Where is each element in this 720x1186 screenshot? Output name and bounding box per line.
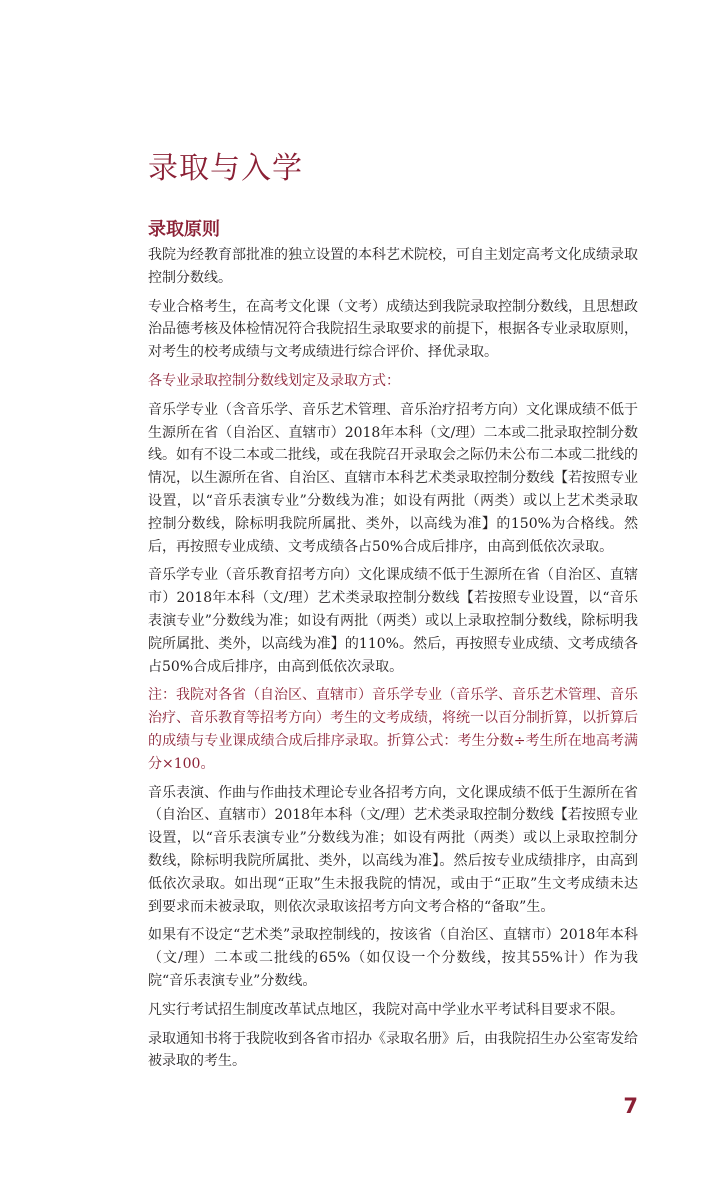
paragraph-no-art-line: 如果有不设定“艺术类”录取控制线的，按该省（自治区、直辖市）2018年本科（文/理）二本或二批线的65%（如仅设一个分数线，按其55%计）作为我院“音乐表演专业”分数线。	[148, 927, 638, 989]
paragraph-performance-composition: 音乐表演、作曲与作曲技术理论专业各招考方向，文化课成绩不低于生源所在省（自治区、直辖市）2018年本科（文/理）艺术类录取控制分数线【若按照专业设置，以“音乐表演专业”分数线为准；如设有两批（两类）或以上录取控制分数线，除标明我院所属批、类外，以高线为准】。然后按专业成绩排序，由高到低依次录取。如出现“正取”生未报我院的情况，或由于“正取”生文考成绩未达到要求而未被录取，则依次录取该招考方向文考合格的“备取”生。	[148, 784, 638, 915]
main-content	[148, 219, 638, 1079]
paragraph-admission-notice: 录取通知书将于我院收到各省市招办《录取名册》后，由我院招生办公室寄发给被录取的考生。	[148, 1030, 638, 1070]
paragraph-reform-regions: 凡实行考试招生制度改革试点地区，我院对高中学业水平考试科目要求不限。	[148, 1001, 624, 1018]
page-number: 7	[623, 1094, 638, 1118]
section-heading: 录取原则	[148, 219, 220, 240]
page-title: 录取与入学	[148, 151, 303, 186]
paragraph-musicology: 音乐学专业（含音乐学、音乐艺术管理、音乐治疗招考方向）文化课成绩不低于生源所在省（自治区、直辖市）2018年本科（文/理）二本或二批录取控制分数线。如有不设二本或二批线，或在我院召开录取会之际仍未公布二本或二批线的情况，以生源所在省、自治区、直辖市本科艺术类录取控制分数线【若按照专业设置，以“音乐表演专业”分数线为准；如设有两批（两类）或以上艺术类录取控制分数线，除标明我院所属批、类外，以高线为准】的150%为合格线。然后，再按照专业成绩、文考成绩各占50%合成后排序，由高到低依次录取。	[148, 401, 638, 555]
paragraph-qualified-candidates: 专业合格考生，在高考文化课（文考）成绩达到我院录取控制分数线，且思想政治品德考核及体检情况符合我院招生录取要求的前提下，根据各专业录取原则，对考生的校考成绩与文考成绩进行综合评价、择优录取。	[148, 298, 638, 361]
subheading-admission-methods: 各专业录取控制分数线划定及录取方式：	[148, 372, 400, 389]
paragraph-intro: 我院为经教育部批准的独立设置的本科艺术院校，可自主划定高考文化成绩录取控制分数线。	[148, 247, 638, 286]
paragraph-music-education: 音乐学专业（音乐教育招考方向）文化课成绩不低于生源所在省（自治区、直辖市）2018年本科（文/理）艺术类录取控制分数线【若按照专业设置，以“音乐表演专业”分数线为准；如设有两批（两类）或以上录取控制分数线，除标明我院所属批、类外，以高线为准】的110%。然后，再按照专业成绩、文考成绩各占50%合成后排序，由高到低依次录取。	[148, 567, 638, 675]
paragraph-note-conversion: 注：我院对各省（自治区、直辖市）音乐学专业（音乐学、音乐艺术管理、音乐治疗、音乐教育等招考方向）考生的文考成绩，将统一以百分制折算，以折算后的成绩与专业课成绩合成后排序录取。折算公式：考生分数÷考生所在地高考满分×100。	[148, 687, 638, 772]
